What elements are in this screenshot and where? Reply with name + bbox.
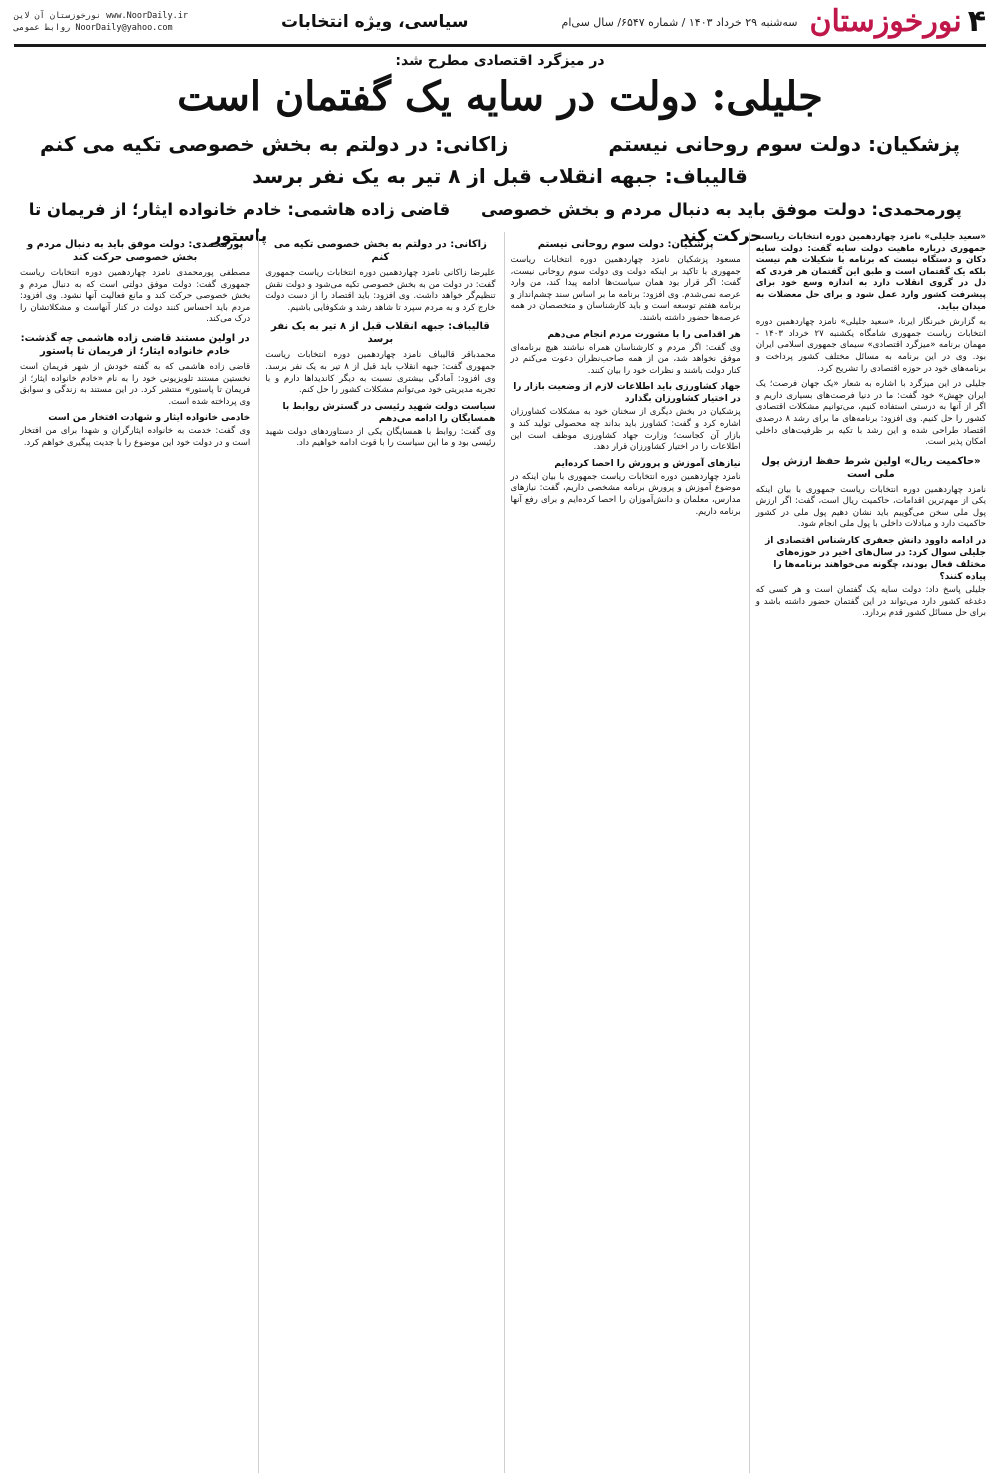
masthead <box>14 0 986 47</box>
paragraph: محمدباقر قالیباف نامزد چهاردهمین دوره انتخابات ریاست جمهوری گفت: جبهه انقلاب باید قبل از ۸ تیر به یک نفر برسد. وی افزود: آمادگی بیشتری نسبت به دیگر کاندیداها دارم و با تجربه مدیریتی خود می‌توانم مشکلات کشور را حل کنم. <box>265 350 496 396</box>
page-number: ۴ <box>967 4 986 39</box>
paragraph: وی گفت: روابط با همسایگان یکی از دستاوردهای دولت شهید رئیسی بود و ما این سیاست را با قوت ادامه خواهیم داد. <box>265 426 496 449</box>
section-heading: پزشکیان: دولت سوم روحانی نیستم <box>537 239 714 250</box>
subheadline-ghazizadeh: قاضی زاده هاشمی: خادم خانواده ایثار؛ از فریمان تا پاستور <box>28 200 451 245</box>
section-heading: در اولین مستند قاضی زاده هاشمی چه گذشت: خادم خانواده ایثار؛ از فریمان تا پاستور <box>20 332 250 357</box>
section-heading: هر اقدامی را با مشورت مردم انجام می‌دهم <box>547 329 741 340</box>
kicker: در میزگرد اقتصادی مطرح شد: <box>395 53 605 69</box>
paragraph: جلیلی پاسخ داد: دولت سایه یک گفتمان است و هر کسی که دغدغه کشور دارد می‌تواند در این گفتمان حضور داشته باشد و برای حل مسائل کشور قدم بردارد. <box>755 585 986 619</box>
paragraph: وی گفت: خدمت به خانواده ایثارگران و شهدا برای من افتخار است و در دولت خود این موضوع را با جدیت پیگیری خواهم کرد. <box>20 426 251 448</box>
column-4 <box>14 232 250 1473</box>
paragraph: مسعود پزشکیان نامزد چهاردهمین دوره انتخابات ریاست جمهوری با تاکید بر اینکه دولت وی دولت سوم روحانی نیست، گفت: اگر قرار بود همان سیاست‌ها ادامه پیدا کند، من وارد عرصه نمی‌شدم. وی افزود: برنامه ما بر اساس سند چشم‌انداز و برنامه هفتم توسعه است و باید کارشناسان و متخصصان در همه عرصه‌ها حضور داشته باشند. <box>510 255 741 323</box>
website-link[interactable]: www.NoorDaily.ir نورخوزستان آن لاین <box>14 11 189 21</box>
section-heading: قالیباف: جبهه انقلاب قبل از ۸ تیر به یک نفر برسد <box>270 321 490 346</box>
article-columns <box>14 232 986 1473</box>
column-2 <box>504 232 741 1473</box>
subheadline-zakani: زاکانی: در دولتم به بخش خصوصی تکیه می کنم <box>40 132 509 156</box>
newspaper-logo: نورخوزستان <box>809 4 962 39</box>
email-link[interactable]: NoorDaily@yahoo.com روابط عمومی <box>14 23 173 33</box>
section-heading: خادمی خانواده ایثار و شهادت افتخار من است <box>48 413 251 424</box>
subheadline-pourmohammadi: پورمحمدی: دولت موفق باید به دنبال مردم و بخش خصوصی حرکت کند <box>481 200 962 245</box>
section-heading: در ادامه داوود دانش جعفری کارشناس اقتصادی از جلیلی سوال کرد: در سال‌های اخیر در حوزه‌های مختلف فعال بودند، چگونه می‌خواهند برنامه‌ها را پیاده کنند؟ <box>765 536 986 583</box>
paragraph: نامزد چهاردهمین دوره انتخابات ریاست جمهوری با بیان اینکه یکی از مهم‌ترین اقدامات، حاکمیت ریال است، گفت: اگر ارزش پول ملی سخن می‌گوییم باید نشان دهیم پول ملی در کشور حاکمیت دارد و مبادلات داخلی با پول ملی انجام شود. <box>755 484 986 530</box>
section-heading: پورمحمدی: دولت موفق باید به دنبال مردم و بخش خصوصی حرکت کند <box>26 239 244 263</box>
main-headline: جلیلی: دولت در سایه یک گفتمان است <box>177 73 823 120</box>
paragraph: وی گفت: اگر مردم و کارشناسان همراه نباشند هیچ برنامه‌ای موفق نخواهد شد، من از همه صاحب‌نظران دعوت می‌کنم در کنار دولت باشند و نظرات خود را بیان کنند. <box>510 342 741 376</box>
subheadline-pezeshkian: پزشکیان: دولت سوم روحانی نیستم <box>608 132 960 156</box>
paragraph: نامزد چهاردهمین دوره انتخابات ریاست جمهوری با بیان اینکه در موضوع آموزش و پرورش برنامه مشخصی داریم، گفت: نیازهای مدارس، معلمان و دانش‌آموزان را احصا کرده‌ایم و برای رفع آنها برنامه داریم. <box>510 471 741 517</box>
section-heading: جهاد کشاورزی باید اطلاعات لازم از وضعیت بازار را در اختیار کشاورزان بگذارد <box>513 382 741 405</box>
section-heading: نیازهای آموزش و پرورش را احصا کرده‌ایم <box>554 458 741 469</box>
paragraph: مصطفی پورمحمدی نامزد چهاردهمین دوره انتخابات ریاست جمهوری گفت: دولت موفق دولتی است که به دنبال مردم و بخش خصوصی حرکت کند و مانع فعالیت آنها نشود. وی افزود: مردم باید احساس کنند دولت در کنار آنهاست و مشکلاتشان را درک می‌کند. <box>20 268 251 325</box>
paragraph: «سعید جلیلی» نامزد چهاردهمین دوره انتخابات ریاست جمهوری درباره ماهیت دولت سایه گفت: دولت سایه دکان و دستگاه نیست که برنامه با شکیلات هم نیست بلکه یک گفتمان است و طبق این گفتمان هر فردی که دل در گروی انقلاب دارد به اندازه وسع خود برای پیشرفت کشور وارد عمل شود و برای حل معضلات به میدان بیاید. <box>755 232 986 312</box>
paragraph: علیرضا زاکانی نامزد چهاردهمین دوره انتخابات ریاست جمهوری گفت: در دولت من به بخش خصوصی تکیه می‌شود و دولت نقش تنظیم‌گر خواهد داشت. وی افزود: باید اقتصاد را از دست دولت خارج کرد و به مردم سپرد تا شاهد رشد و شکوفایی باشیم. <box>265 268 496 313</box>
section-heading: «حاکمیت ریال» اولین شرط حفظ ارزش پول ملی است <box>761 455 981 480</box>
subheadline-row-1 <box>14 129 986 159</box>
section-heading: زاکانی: در دولتم به بخش خصوصی تکیه می کنم <box>273 239 487 263</box>
paragraph: جلیلی در این میزگرد با اشاره به شعار «یک جهان فرصت؛ یک ایران جهش» خود گفت: ما در دنیا فرصت‌های بسیاری داریم و اگر از آنها به درستی استفاده کنیم، می‌توانیم مشکلات اقتصادی کشور را حل کنیم. وی افزود: برنامه‌های ما برای رشد ۸ درصدی اقتصاد طراحی شده و این رشد با تکیه بر ظرفیت‌های داخلی امکان پذیر است. <box>755 379 986 448</box>
masthead-contact <box>14 10 188 34</box>
paragraph: قاضی زاده هاشمی که به گفته خودش از شهر فریمان است نخستین مستند تلویزیونی خود را به نام «خادم خانواده ایثار؛ از فریمان تا پاستور» منتشر کرد. در این مستند به زندگی و سوابق وی پرداخته شده است. <box>20 361 251 407</box>
column-3 <box>258 232 495 1473</box>
paragraph: به گزارش خبرنگار ایرنا، «سعید جلیلی» نامزد چهاردهمین دوره انتخابات ریاست جمهوری شامگاه یکشنبه ۲۷ خرداد ۱۴۰۳ - مهمان برنامه «میزگرد اقتصادی» سیمای جمهوری اسلامی ایران بود. وی در این برنامه به مسائل مختلف کشور پرداخت و برنامه‌های خود در حوزه اقتصادی را تشریح کرد. <box>755 317 986 374</box>
dateline: سه‌شنبه ۲۹ خرداد ۱۴۰۳ / شماره ۶۵۴۷/ سال سی‌ام <box>561 15 798 29</box>
masthead-brand <box>561 4 986 39</box>
headline-block <box>14 47 986 249</box>
column-1 <box>749 232 986 1473</box>
section-title: سیاسی، ویژه انتخابات <box>281 12 469 32</box>
subheadline-ghalibaf: قالیباف: جبهه انقلاب قبل از ۸ تیر به یک نفر برسد <box>252 164 748 188</box>
section-heading: سیاست دولت شهید رئیسی در گسترش روابط با همسایگان را ادامه می‌دهم <box>282 401 496 424</box>
paragraph: پزشکیان در بخش دیگری از سخنان خود به مشکلات کشاورزان اشاره کرد و گفت: کشاورز باید بداند چه محصولی تولید کند و بازار آن کجاست؛ وزارت جهاد کشاورزی موظف است این اطلاعات را در اختیار کشاورزان قرار دهد. <box>510 407 741 453</box>
